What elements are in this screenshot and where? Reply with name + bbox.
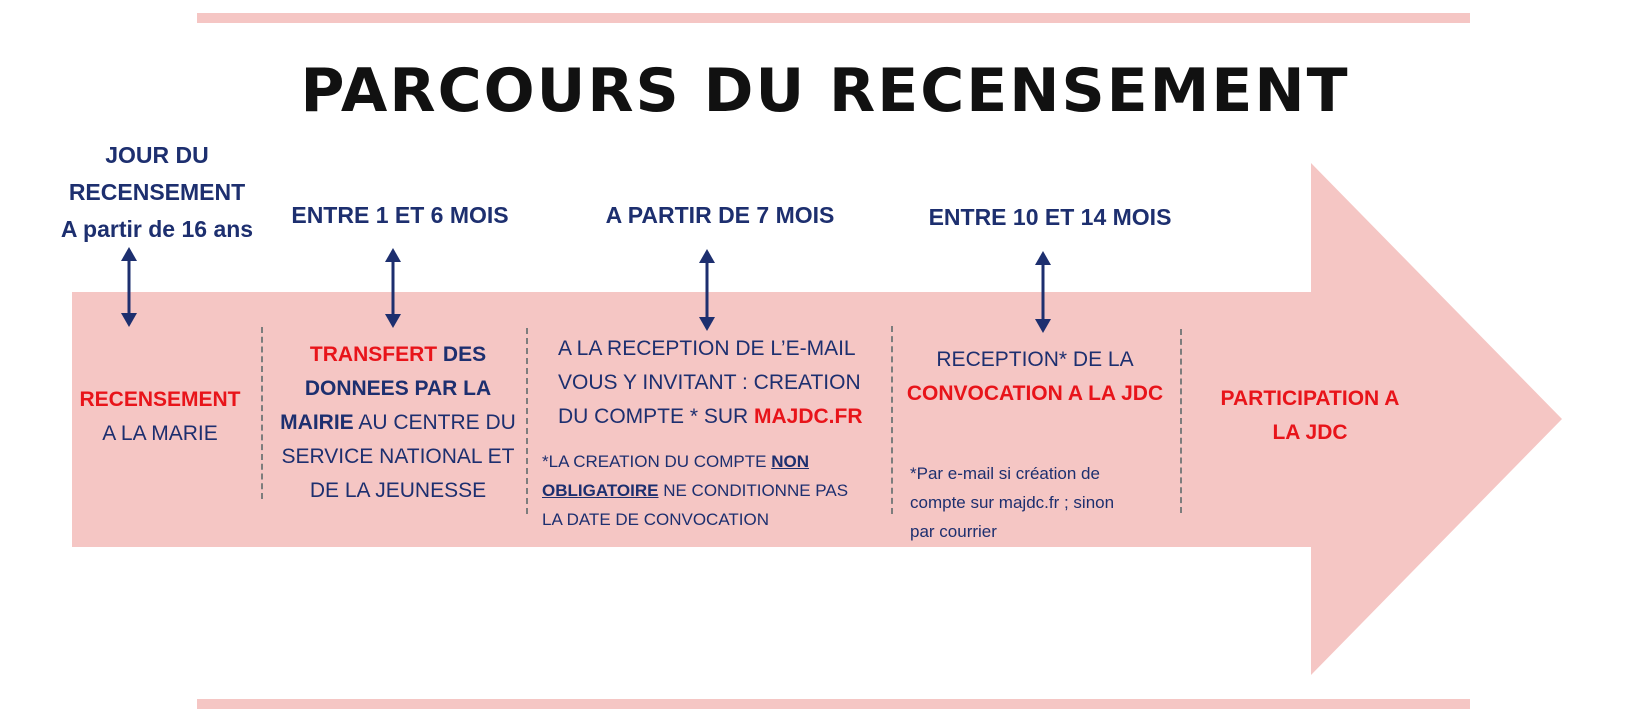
bottom-rule (197, 699, 1470, 709)
separator (1180, 329, 1182, 513)
note-underlined: NON (771, 452, 809, 471)
convocation-text: RECEPTION* DE LA (936, 348, 1134, 371)
page-title: PARCOURS DU RECENSEMENT (300, 56, 1350, 126)
majdc-link-text: MAJDC.FR (754, 405, 863, 428)
step-convocation (900, 343, 1170, 411)
transfer-text: AU CENTRE DU (353, 411, 516, 434)
double-arrow-icon (119, 247, 139, 327)
separator (891, 326, 893, 514)
account-text: A LA RECEPTION DE L’E-MAIL (558, 337, 856, 360)
transfer-text: SERVICE NATIONAL ET (281, 445, 515, 468)
stage-4-line-1: ENTRE 10 ET 14 MOIS (928, 204, 1172, 230)
convocation-title: CONVOCATION A LA JDC (906, 382, 1164, 405)
double-arrow-icon (383, 248, 403, 328)
transfer-keyword: TRANSFERT (309, 343, 438, 366)
note-text: compte sur majdc.fr ; sinon (910, 493, 1115, 512)
step-data-transfer (274, 338, 522, 508)
stage-day-of-census (48, 137, 266, 248)
participation-title: LA JDC (1272, 421, 1348, 444)
note-underlined: OBLIGATOIRE (542, 481, 659, 500)
note-text: *LA CREATION DU COMPTE (542, 452, 772, 471)
step-participation (1190, 382, 1430, 450)
step-census-text: A LA MARIE (102, 422, 218, 445)
step-census-title: RECENSEMENT (79, 388, 241, 411)
step-account-creation (536, 332, 876, 434)
stage-1-line-1: JOUR DU (105, 142, 209, 168)
stage-1-line-3: A partir de 16 ans (60, 216, 254, 242)
note-text: NE CONDITIONNE PAS (658, 481, 849, 500)
separator (526, 328, 528, 514)
step-census (70, 383, 250, 451)
transfer-text-bold: MAIRIE (280, 411, 354, 434)
account-text: DU COMPTE * SUR (558, 405, 755, 428)
double-arrow-icon (1033, 251, 1053, 333)
stage-1-to-6-months (270, 197, 530, 234)
stage-from-7-months (580, 197, 860, 234)
transfer-text-bold: DES (437, 343, 487, 366)
participation-title: PARTICIPATION A (1220, 387, 1400, 410)
account-note (542, 447, 887, 534)
note-text: *Par e-mail si création de (910, 464, 1100, 483)
double-arrow-icon (697, 249, 717, 331)
stage-10-to-14-months (905, 199, 1195, 236)
separator (261, 327, 263, 499)
stage-3-line-1: A PARTIR DE 7 MOIS (605, 202, 835, 228)
note-text: LA DATE DE CONVOCATION (542, 510, 770, 529)
note-text: par courrier (910, 522, 997, 541)
transfer-text: DE LA JEUNESSE (309, 479, 487, 502)
transfer-text-bold: DONNEES PAR LA (304, 377, 492, 400)
stage-2-line-1: ENTRE 1 ET 6 MOIS (291, 202, 509, 228)
convocation-note (910, 459, 1180, 546)
account-text: VOUS Y INVITANT : CREATION (558, 371, 861, 394)
stage-1-line-2: RECENSEMENT (68, 179, 246, 205)
